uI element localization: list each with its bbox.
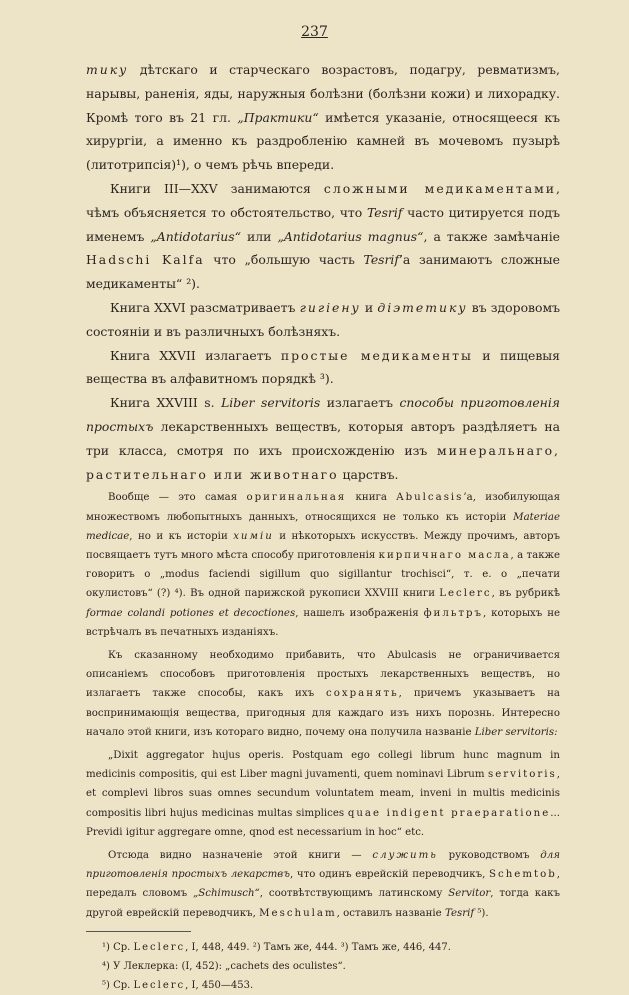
text-run: что „большую часть	[204, 252, 364, 268]
text-run: діэтетику	[377, 299, 468, 315]
text-run: , чѣмъ объясняется то обстоятельство, что	[86, 180, 560, 220]
text-run: Tesrif	[444, 907, 475, 919]
page-text	[86, 58, 560, 995]
text-run: Книги III—XXV занимаются	[110, 180, 324, 196]
text-run: сложными медикаментами	[323, 180, 557, 196]
text-run: лекарственныхъ веществъ, которыя авторъ раздѣляетъ на три класса, смотря по ихъ происхожденію изъ	[86, 418, 560, 458]
text-run: , передалъ словомъ	[86, 869, 560, 900]
text-run: Servitor	[448, 888, 491, 900]
text-run: минеральнаго, растительнаго или животнаго	[86, 442, 560, 482]
text-run: , тогда какъ другой еврейскій переводчикъ,	[86, 888, 560, 919]
text-run: ’а, изобилующая множествомъ любопытныхъ данныхъ, относящихся не только къ исторіи	[86, 492, 560, 523]
text-run: Materiae medicae	[86, 511, 560, 542]
text-run: , а также говоритъ о „modus faciendi sigillum quo sigillantur trochisci“, т. е. о „печати окулистовъ“ (?) ⁴). Въ одной парижской рукописи XXVIII книги	[86, 549, 560, 600]
text-run: Liber servitoris:	[474, 726, 558, 738]
text-run: и пищевыя вещества въ алфавитномъ порядкѣ ³).	[86, 347, 560, 387]
paragraph	[86, 846, 560, 923]
paragraph	[86, 391, 560, 486]
text-run: Abulcasis	[396, 492, 464, 504]
text-run: „Dixit aggregator hujus operis. Postquam ego collegi librum hunc magnum in medicinis compositis, qui est Liber magni juvamenti, quem nominavi Librum	[86, 749, 560, 781]
paragraph	[86, 177, 560, 296]
text-run: , I, 450—453.	[185, 979, 254, 991]
text-run: formae colandi potiones et decoctiones	[86, 607, 296, 619]
text-run: , I, 448, 449. ²) Тамъ же, 444. ³) Тамъ же, 446, 447.	[185, 941, 451, 953]
text-run: въ здоровомъ состояніи и въ различныхъ болѣзняхъ.	[86, 299, 560, 339]
text-run: дѣтскаго и старческаго возрастовъ, подагру, ревматизмъ, нарывы, раненія, яды, наружныя болѣзни (болѣзни кожи) и лихорадку. Кромѣ того въ 21 гл.	[86, 62, 560, 125]
text-run: ⁴) У Леклерка: (I, 452): „cachets des oculistes“.	[102, 960, 346, 972]
main-text	[86, 58, 560, 486]
text-run: кирпичнаго масла	[378, 549, 511, 561]
text-run: Leclerc	[133, 941, 186, 953]
text-run: Meschulam	[259, 907, 337, 919]
text-run: руководствомъ	[437, 850, 541, 861]
text-run: тику	[86, 62, 129, 77]
text-run: , оставилъ названіе	[336, 907, 445, 919]
text-run: Liber servitoris	[221, 395, 321, 411]
text-run: „Практики“	[237, 109, 319, 125]
paragraph	[86, 344, 560, 392]
text-run: сохранять	[326, 688, 399, 700]
text-run: излагаетъ	[320, 395, 400, 411]
text-run: ’а занимаютъ сложные медикаменты“ ²).	[86, 252, 560, 292]
text-run: и нѣкоторыхъ искусствъ. Между прочимъ, авторъ посвящаетъ тутъ много мѣста способу приготовленія	[86, 530, 560, 561]
text-run: , что одинъ еврейскій переводчикъ,	[289, 869, 490, 881]
text-run: Книга XXVI разсматриваетъ	[110, 299, 300, 315]
text-run: гигіену	[299, 299, 361, 315]
text-run: Книга XXVII излагаетъ	[110, 347, 281, 363]
text-run: фильтръ	[423, 607, 483, 619]
text-run: для приготовленія простыхъ лекарствъ	[86, 850, 560, 881]
footnotes	[86, 938, 560, 995]
text-run: Вообще — это самая	[108, 492, 247, 504]
text-run: , но и къ исторіи	[129, 530, 234, 542]
footnote-divider	[86, 931, 191, 932]
text-run: „Antidotarius“	[150, 228, 241, 244]
text-run: , причемъ указываетъ на воспринимающія вещества, пригодныя для каждаго изъ нихъ порознь. Интересно начало этой книги, изъ котораго видно, почему она получила названіе	[86, 688, 560, 738]
text-run: химіи	[233, 530, 274, 542]
text-run: Къ сказанному необходимо прибавить, что Abulcasis не ограничивается описаніемъ способовъ приготовленія простыхъ лекарственныхъ веществъ, но излагаетъ также способы, какъ ихъ	[86, 649, 560, 700]
text-run: „Schimusch“	[193, 888, 260, 900]
text-run: имѣется указаніе, относящееся къ хирургіи, а именно къ раздробленію камней въ мочевомъ пузырѣ (литотрипсія)¹), о чемъ рѣчь впереди.	[86, 109, 560, 173]
text-run: царствъ.	[338, 466, 399, 482]
paragraph	[86, 488, 560, 642]
text-run: , которыхъ не встрѣчалъ въ печатныхъ изданіяхъ.	[86, 607, 561, 638]
text-run: „Antidotarius magnus“	[277, 228, 424, 244]
text-run: , а также замѣчаніе	[423, 228, 560, 244]
text-run: Schemtob	[489, 869, 557, 881]
text-run: quae indigent praeparatione	[347, 807, 551, 819]
text-run: способы приготовленія простыхъ	[86, 395, 561, 434]
footnote	[86, 976, 560, 995]
text-run: , соотвѣтствующимъ латинскому	[259, 888, 449, 900]
text-run: простые медикаменты	[280, 347, 473, 363]
text-run: Leclerc	[439, 588, 492, 600]
text-run: Отсюда видно назначеніе этой книги —	[108, 850, 373, 861]
text-run: часто цитируется подъ именемъ	[86, 204, 561, 244]
text-run: ⁵) Ср.	[102, 979, 134, 991]
text-run: ... Previdi igitur aggregare omne, qnod est necessarium in hoc“ etc.	[86, 807, 560, 838]
text-run: Leclerc	[133, 979, 186, 991]
text-run: оригинальная	[246, 492, 347, 504]
paragraph	[86, 58, 560, 177]
text-run: , нашелъ изображенія	[295, 607, 424, 619]
text-run: , въ рубрикѣ	[491, 588, 560, 600]
text-run: Tesrif	[363, 252, 399, 268]
text-run: Книга XXVIII s.	[110, 395, 222, 411]
footnote	[86, 938, 560, 957]
text-run: служить	[372, 850, 438, 861]
text-run: Hadschi Kalfa	[86, 252, 205, 268]
text-run: или	[240, 228, 278, 244]
paragraph	[86, 646, 560, 742]
text-run: ⁵).	[474, 907, 489, 919]
page-number: 237	[301, 24, 328, 40]
text-run: ¹) Ср.	[102, 941, 134, 953]
text-run: и	[360, 299, 378, 315]
text-run: servitoris	[488, 769, 557, 781]
text-run: Tesrif	[366, 204, 403, 220]
paragraph	[86, 746, 560, 842]
small-print-text	[86, 488, 560, 922]
paragraph	[86, 296, 560, 344]
text-run: книга	[346, 492, 397, 504]
text-run: , et complevi libros suas omnes secundum voluntatem meam, inveni in multis medicinis compositis libri hujus medicinas multas simplices	[86, 769, 560, 819]
